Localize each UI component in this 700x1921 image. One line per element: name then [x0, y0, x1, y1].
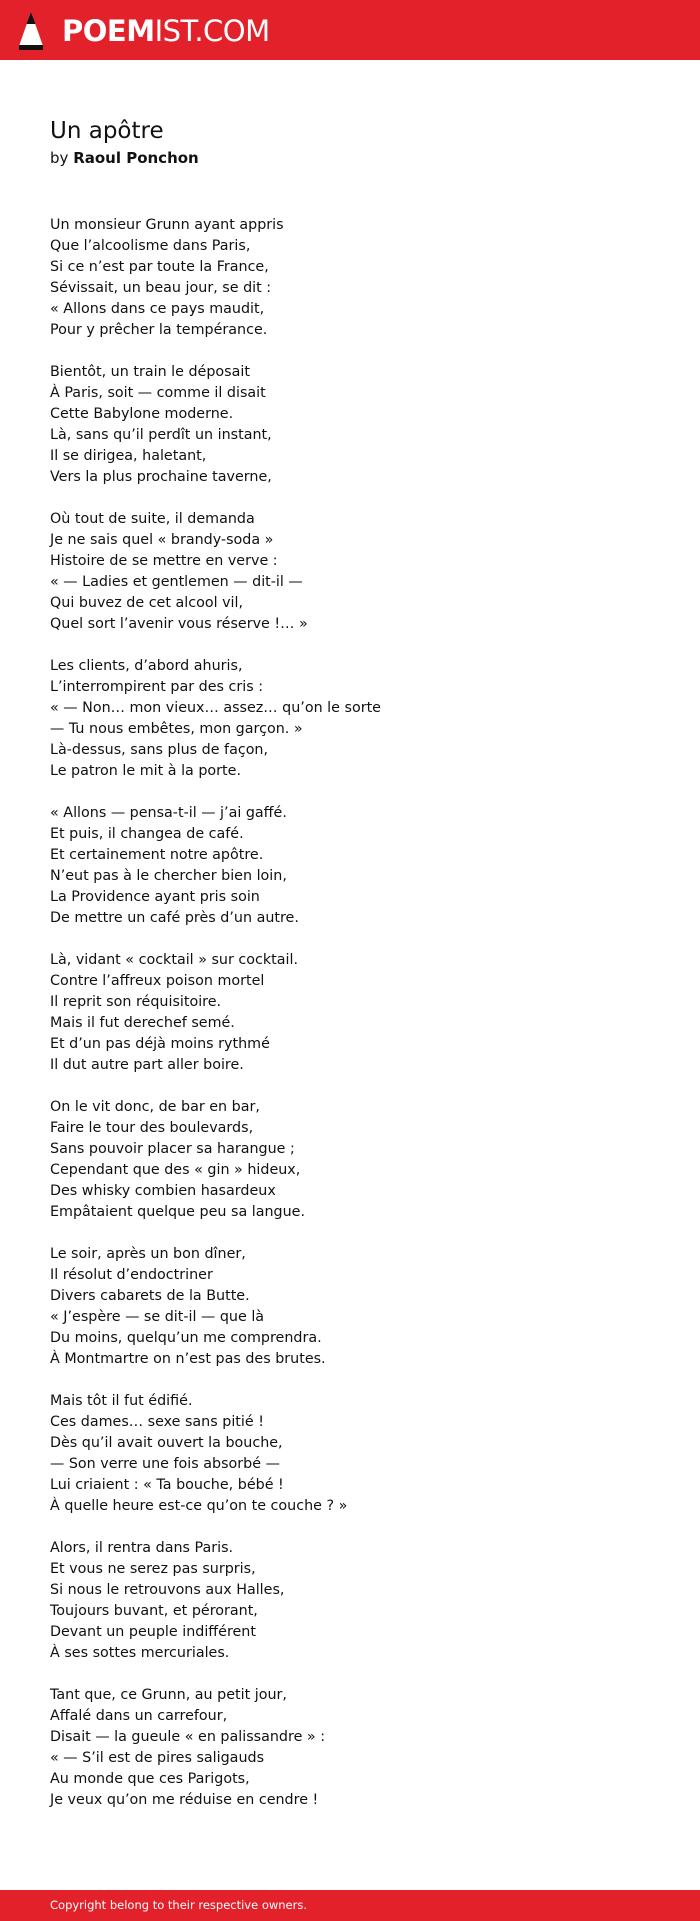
poem-line: Que l’alcoolisme dans Paris,	[50, 238, 251, 254]
poem-line: Quel sort l’avenir vous réserve !… »	[50, 616, 308, 632]
poem-line: « — S’il est de pires saligauds	[50, 1750, 265, 1766]
poem-line: Empâtaient quelque peu sa langue.	[50, 1204, 306, 1220]
poem-line: Là, sans qu’il perdît un instant,	[50, 427, 272, 443]
copyright-text: Copyright belong to their respective owners.	[50, 1898, 308, 1912]
logo-text-bold: POEM	[62, 14, 155, 48]
poem-line: Devant un peuple indifférent	[50, 1624, 256, 1640]
poem-line: Il se dirigea, haletant,	[50, 448, 207, 464]
poem-line: De mettre un café près d’un autre.	[50, 910, 299, 926]
poem-line: Où tout de suite, il demanda	[50, 511, 255, 527]
poem-body	[50, 215, 650, 1811]
poem-line: Sans pouvoir placer sa harangue ;	[50, 1141, 295, 1157]
poem-line: Affalé dans un carrefour,	[50, 1708, 228, 1724]
poem-line: Il dut autre part aller boire.	[50, 1057, 244, 1073]
poem-line: Je veux qu’on me réduise en cendre !	[50, 1792, 319, 1808]
poem-line: Cependant que des « gin » hideux,	[50, 1162, 301, 1178]
poem-line: Sévissait, un beau jour, se dit :	[50, 280, 272, 296]
poem-line: Au monde que ces Parigots,	[50, 1771, 250, 1787]
logo-text	[62, 11, 270, 51]
byline-prefix: by	[50, 149, 69, 167]
poem-line: Alors, il rentra dans Paris.	[50, 1540, 234, 1556]
poem-line: Je ne sais quel « brandy-soda »	[50, 532, 274, 548]
poem-line: Il reprit son réquisitoire.	[50, 994, 222, 1010]
poem-line: La Providence ayant pris soin	[50, 889, 260, 905]
poem-line: Vers la plus prochaine taverne,	[50, 469, 272, 485]
poem-line: Tant que, ce Grunn, au petit jour,	[50, 1687, 287, 1703]
poem-line: À Paris, soit — comme il disait	[50, 385, 266, 401]
site-header	[0, 0, 700, 60]
pencil-tip-icon	[18, 11, 44, 51]
poem-line: « Allons dans ce pays maudit,	[50, 301, 265, 317]
poem-line: Là-dessus, sans plus de façon,	[50, 742, 269, 758]
poem-line: Cette Babylone moderne.	[50, 406, 234, 422]
poem-line: Et d’un pas déjà moins rythmé	[50, 1036, 270, 1052]
poem-line: Dès qu’il avait ouvert la bouche,	[50, 1435, 283, 1451]
poem-line: « J’espère — se dit-il — que là	[50, 1309, 265, 1325]
poem-line: À ses sottes mercuriales.	[50, 1645, 230, 1661]
poem-line: Le soir, après un bon dîner,	[50, 1246, 246, 1262]
poem-line: Mais il fut derechef semé.	[50, 1015, 235, 1031]
poem-line: Divers cabarets de la Butte.	[50, 1288, 250, 1304]
poem-stanza	[50, 1538, 650, 1664]
poem-line: Un monsieur Grunn ayant appris	[50, 217, 284, 233]
poem-stanza	[50, 1244, 650, 1370]
poem-line: On le vit donc, de bar en bar,	[50, 1099, 260, 1115]
poem-line: Contre l’affreux poison mortel	[50, 973, 265, 989]
poem-line: Des whisky combien hasardeux	[50, 1183, 276, 1199]
site-logo[interactable]	[18, 11, 270, 51]
poem-line: N’eut pas à le chercher bien loin,	[50, 868, 287, 884]
poem-line: — Son verre une fois absorbé —	[50, 1456, 280, 1472]
poem-line: Bientôt, un train le déposait	[50, 364, 250, 380]
poem-line: « — Ladies et gentlemen — dit-il —	[50, 574, 303, 590]
poem-line: Et puis, il changea de café.	[50, 826, 244, 842]
poem-byline	[50, 148, 650, 168]
poem-line: Mais tôt il fut édifié.	[50, 1393, 193, 1409]
poem-line: L’interrompirent par des cris :	[50, 679, 264, 695]
author-link[interactable]: Raoul Ponchon	[73, 149, 199, 167]
poem-stanza	[50, 1097, 650, 1223]
poem-line: Et vous ne serez pas surpris,	[50, 1561, 256, 1577]
poem-line: Du moins, quelqu’un me comprendra.	[50, 1330, 322, 1346]
poem-stanza	[50, 950, 650, 1076]
poem-title: Un apôtre	[50, 118, 164, 144]
poem-stanza	[50, 509, 650, 635]
poem-stanza	[50, 215, 650, 341]
poem-line: Pour y prêcher la tempérance.	[50, 322, 268, 338]
poem-stanza	[50, 1685, 650, 1811]
poem-line: À quelle heure est-ce qu’on te couche ? »	[50, 1498, 348, 1514]
site-footer	[0, 1890, 700, 1921]
poem-stanza	[50, 656, 650, 782]
poem-line: Et certainement notre apôtre.	[50, 847, 264, 863]
poem-line: — Tu nous embêtes, mon garçon. »	[50, 721, 303, 737]
poem-line: Faire le tour des boulevards,	[50, 1120, 254, 1136]
poem-line: Histoire de se mettre en verve :	[50, 553, 278, 569]
poem-line: Ces dames… sexe sans pitié !	[50, 1414, 264, 1430]
poem-line: Les clients, d’abord ahuris,	[50, 658, 243, 674]
poem-content	[50, 116, 650, 1832]
poem-line: « Allons — pensa-t-il — j’ai gaffé.	[50, 805, 287, 821]
poem-stanza	[50, 803, 650, 929]
poem-line: « — Non… mon vieux… assez… qu’on le sorte	[50, 700, 381, 716]
poem-line: Là, vidant « cocktail » sur cocktail.	[50, 952, 299, 968]
poem-line: Le patron le mit à la porte.	[50, 763, 242, 779]
poem-line: Il résolut d’endoctriner	[50, 1267, 213, 1283]
poem-line: Disait — la gueule « en palissandre » :	[50, 1729, 326, 1745]
poem-line: Lui criaient : « Ta bouche, bébé !	[50, 1477, 284, 1493]
poem-line: Qui buvez de cet alcool vil,	[50, 595, 244, 611]
logo-text-light: IST.COM	[154, 14, 270, 48]
poem-line: Toujours buvant, et pérorant,	[50, 1603, 258, 1619]
poem-line: À Montmartre on n’est pas des brutes.	[50, 1351, 326, 1367]
poem-line: Si ce n’est par toute la France,	[50, 259, 269, 275]
poem-line: Si nous le retrouvons aux Halles,	[50, 1582, 285, 1598]
poem-stanza	[50, 362, 650, 488]
poem-stanza	[50, 1391, 650, 1517]
